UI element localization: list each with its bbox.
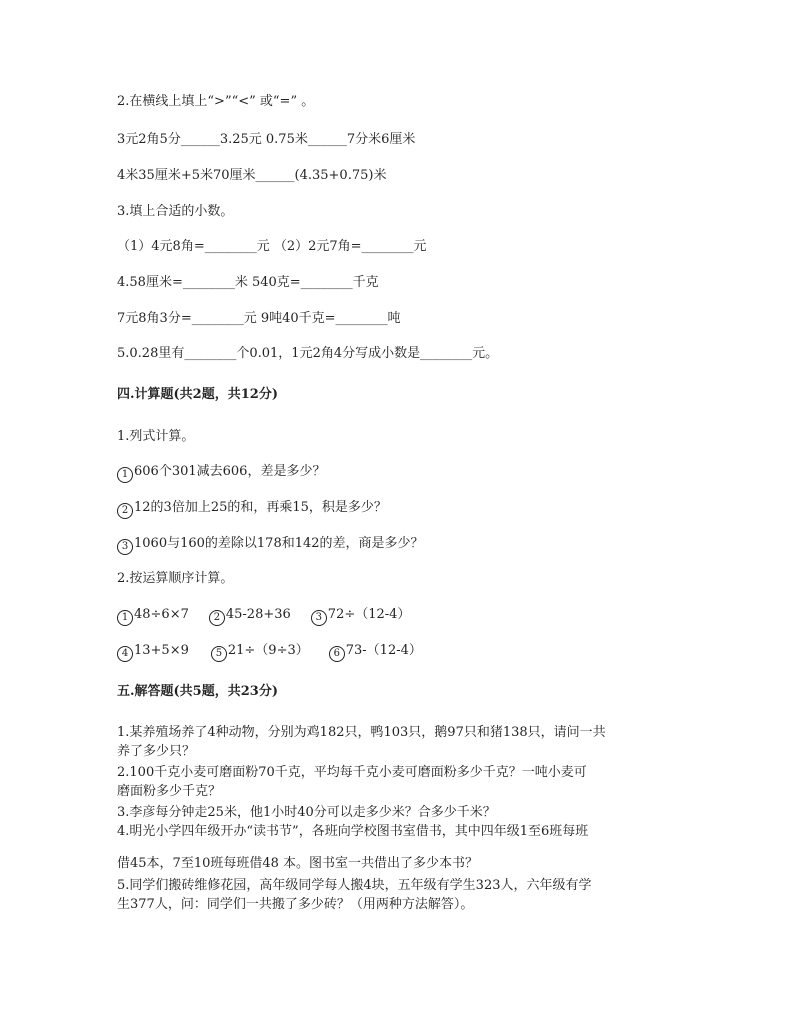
word-problem-line: 3.李彦每分钟走25米，他1小时40分可以走多少米？合多少千米？	[117, 805, 496, 820]
circled-number: 2	[117, 503, 133, 519]
word-problem-line: 养了多少只？	[117, 744, 196, 759]
calc-q1-title: 1.列式计算。	[117, 429, 195, 444]
section-4-heading: 四.计算题(共2题，共12分)	[117, 387, 278, 402]
q3-line-3: 7元8角3分=________元 9吨40千克=________吨	[117, 311, 401, 326]
circled-number: 4	[117, 646, 133, 662]
expression: 48÷6×7	[134, 607, 189, 622]
calc-q1-text: 12的3倍加上25的和，再乘15，积是多少？	[134, 500, 387, 515]
circled-number: 1	[117, 467, 133, 483]
calc-q1-text: 606个301减去606，差是多少？	[134, 464, 326, 479]
q5-line: 5.0.28里有________个0.01，1元2角4分写成小数是________元。	[117, 346, 499, 361]
q2-line-2: 4米35厘米+5米70厘米______(4.35+0.75)米	[117, 168, 387, 183]
q2-title: 2.在横线上填上“>”“<” 或“=” 。	[117, 94, 315, 109]
calc-q1-text: 1060与160的差除以178和142的差，商是多少？	[134, 536, 424, 551]
expression: 13+5×9	[134, 643, 189, 658]
word-problem-line: 4.明光小学四年级开办“读书节”，各班向学校图书室借书，其中四年级1至6班每班	[117, 824, 589, 839]
circled-number: 3	[311, 610, 327, 626]
calc-q2-title: 2.按运算顺序计算。	[117, 571, 234, 586]
word-problem-line: 借45本，7至10班每班借48 本。图书室一共借出了多少本书？	[117, 856, 479, 871]
word-problem-line: 1.某养殖场养了4种动物，分别为鸡182只，鸭103只，鹅97只和猪138只，请问一共	[117, 725, 606, 740]
circled-number: 3	[117, 539, 133, 555]
calc-q1-item	[117, 463, 325, 483]
word-problem-line: 生377人，问：同学们一共搬了多少砖？（用两种方法解答）。	[117, 897, 474, 912]
section-5-heading: 五.解答题(共5题，共23分)	[117, 684, 278, 699]
circled-number: 1	[117, 610, 133, 626]
calc-q2-row-2	[117, 642, 422, 662]
expression: 73-（12-4）	[345, 643, 422, 658]
expression: 72÷（12-4）	[327, 607, 411, 622]
circled-number: 6	[329, 646, 345, 662]
q2-line-1: 3元2角5分______3.25元 0.75米______7分米6厘米	[117, 132, 416, 147]
calc-q2-row-1	[117, 606, 410, 626]
calc-q1-item	[117, 499, 387, 519]
word-problem-line: 5.同学们搬砖维修花园，高年级同学每人搬4块，五年级有学生323人，六年级有学	[117, 878, 592, 893]
q3-line-1: （1）4元8角=________元 （2）2元7角=________元	[117, 239, 427, 254]
circled-number: 2	[209, 610, 225, 626]
calc-q1-item	[117, 535, 424, 555]
expression: 21÷（9÷3）	[227, 643, 309, 658]
word-problem-line: 磨面粉多少千克？	[117, 784, 222, 799]
q3-line-2: 4.58厘米=________米 540克=________千克	[117, 275, 379, 290]
word-problem-line: 2.100千克小麦可磨面粉70千克，平均每千克小麦可磨面粉多少千克？一吨小麦可	[117, 765, 587, 780]
q3-title: 3.填上合适的小数。	[117, 204, 234, 219]
expression: 45-28+36	[225, 607, 291, 622]
circled-number: 5	[211, 646, 227, 662]
